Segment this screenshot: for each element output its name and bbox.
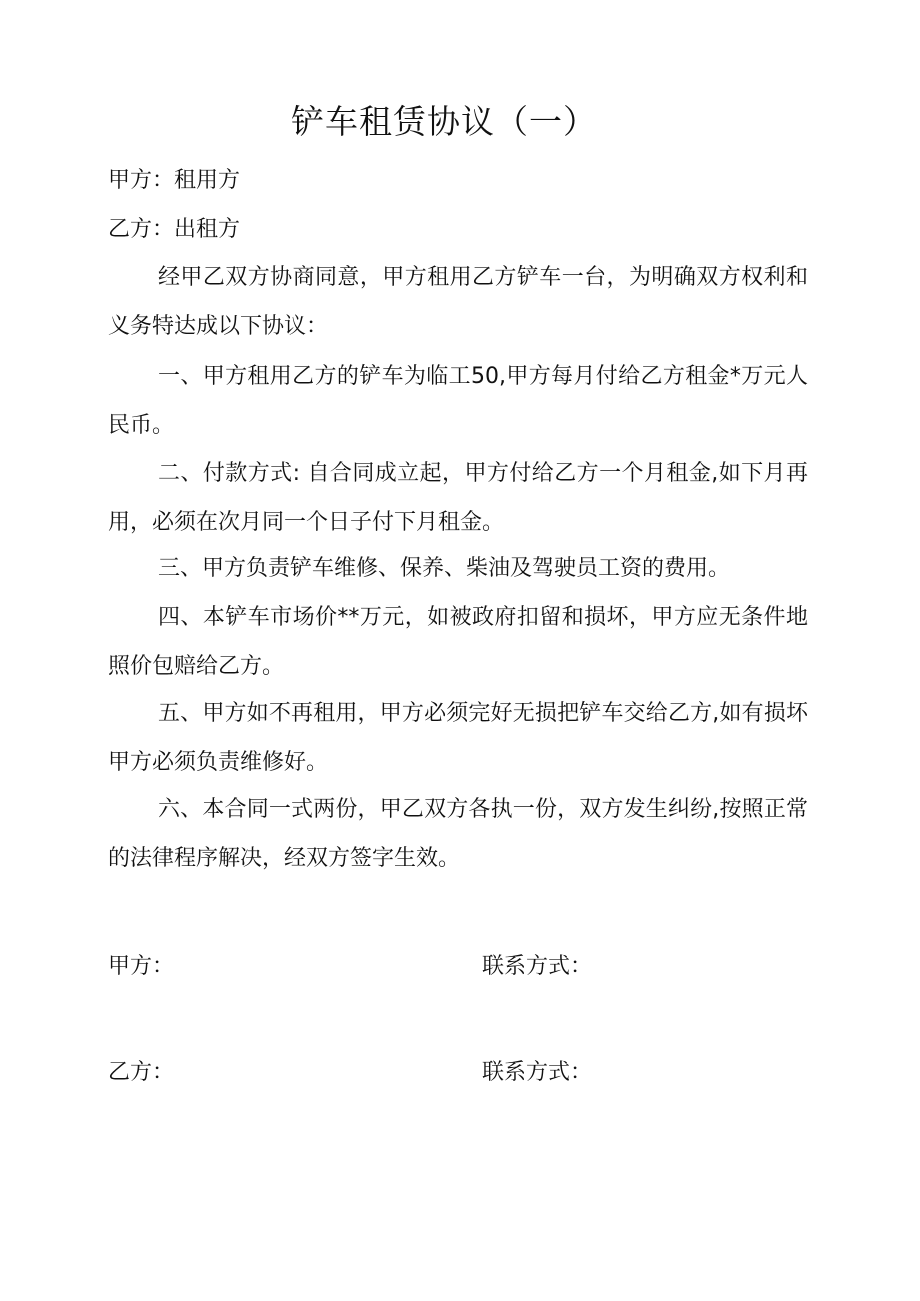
- party-b-line: 乙方：出租方: [108, 217, 241, 242]
- clause-3: 三、甲方负责铲车维修、保养、柴油及驾驶员工资的费用。: [158, 556, 731, 581]
- signature-party-b-contact: 联系方式：: [482, 1060, 593, 1085]
- clause-4: 四、本铲车市场价**万元，如被政府扣留和损坏，甲方应无条件地照价包赔给乙方。: [108, 605, 808, 679]
- clause-6: 六、本合同一式两份，甲乙双方各执一份，双方发生纠纷,按照正常的法律程序解决，经双方签字生效。: [108, 797, 808, 871]
- signature-party-a-label: 甲方：: [108, 954, 175, 979]
- clause-5: 五、甲方如不再租用，甲方必须完好无损把铲车交给乙方,如有损坏甲方必须负责维修好。: [108, 701, 808, 775]
- document-title: 铲车租赁协议（一）: [291, 102, 597, 141]
- signature-party-a-contact: 联系方式：: [482, 954, 593, 979]
- party-a-line: 甲方：租用方: [108, 168, 241, 193]
- intro-paragraph: 经甲乙双方协商同意，甲方租用乙方铲车一台，为明确双方权利和义务特达成以下协议：: [108, 265, 808, 339]
- clause-1: 一、甲方租用乙方的铲车为临工50,甲方每月付给乙方租金*万元人民币。: [108, 364, 808, 438]
- signature-party-b-label: 乙方：: [108, 1060, 175, 1085]
- clause-2: 二、付款方式: 自合同成立起，甲方付给乙方一个月租金,如下月再用，必须在次月同一个日子付下月租金。: [108, 461, 808, 535]
